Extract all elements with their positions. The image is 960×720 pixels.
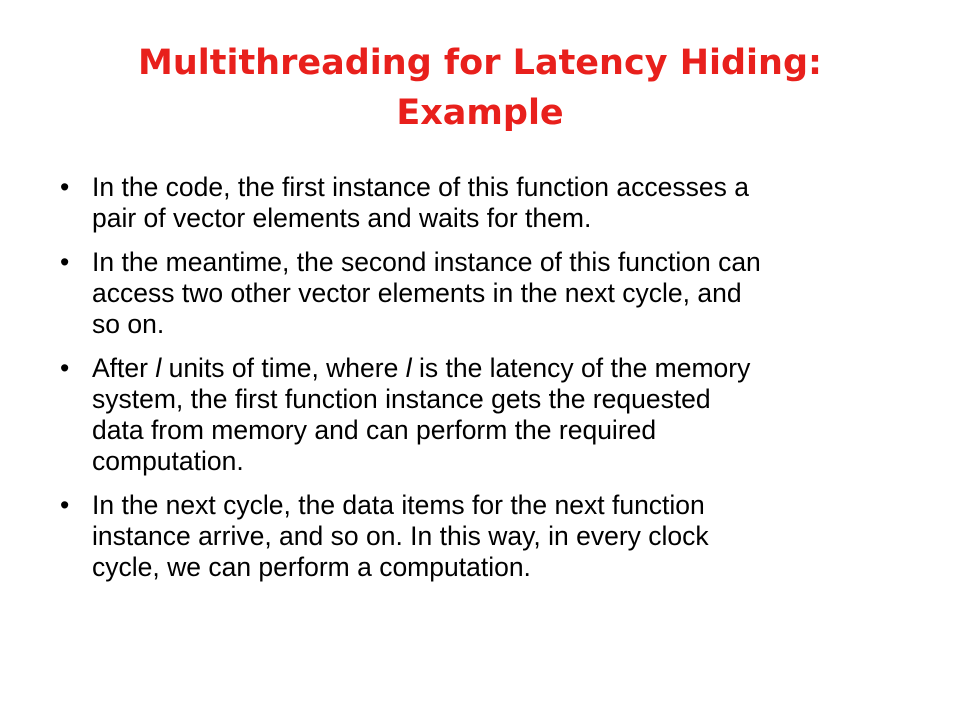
- bullet-list: [60, 172, 910, 596]
- bullet-3-line-3: data from memory and can perform the required: [92, 415, 657, 445]
- bullet-4-line-3: cycle, we can perform a computation.: [92, 552, 531, 582]
- bullet-4-line-2: instance arrive, and so on. In this way, in every clock: [92, 521, 709, 551]
- bullet-2-line-3: so on.: [92, 309, 165, 339]
- bullet-3-text-a: After: [92, 353, 156, 383]
- latency-variable: l: [155, 353, 162, 383]
- bullet-2-line-2: access two other vector elements in the next cycle, and: [92, 278, 742, 308]
- bullet-1-line-1: In the code, the first instance of this function accesses a: [92, 172, 749, 202]
- bullet-icon: •: [60, 490, 70, 520]
- bullet-3-text-c: is the latency of the memory: [411, 353, 751, 383]
- bullet-3-line-4: computation.: [92, 446, 244, 476]
- latency-variable: l: [405, 353, 412, 383]
- bullet-item-3: [60, 353, 910, 477]
- slide-title: [60, 38, 900, 138]
- slide-title-line-1: Multithreading for Latency Hiding:: [137, 43, 823, 83]
- bullet-4-line-1: In the next cycle, the data items for the next function: [92, 490, 705, 520]
- bullet-1-line-2: pair of vector elements and waits for them.: [92, 203, 592, 233]
- bullet-item-2: [60, 247, 910, 340]
- bullet-3-line-2: system, the first function instance gets the requested: [92, 384, 711, 414]
- bullet-2-line-1: In the meantime, the second instance of this function can: [92, 247, 761, 277]
- bullet-icon: •: [60, 172, 70, 202]
- bullet-3-line-1: [92, 353, 910, 384]
- bullet-item-4: [60, 490, 910, 583]
- bullet-3-text-b: units of time, where: [161, 353, 406, 383]
- bullet-item-1: [60, 172, 910, 234]
- bullet-icon: •: [60, 353, 70, 383]
- slide-title-line-2: Example: [396, 93, 564, 133]
- bullet-icon: •: [60, 247, 70, 277]
